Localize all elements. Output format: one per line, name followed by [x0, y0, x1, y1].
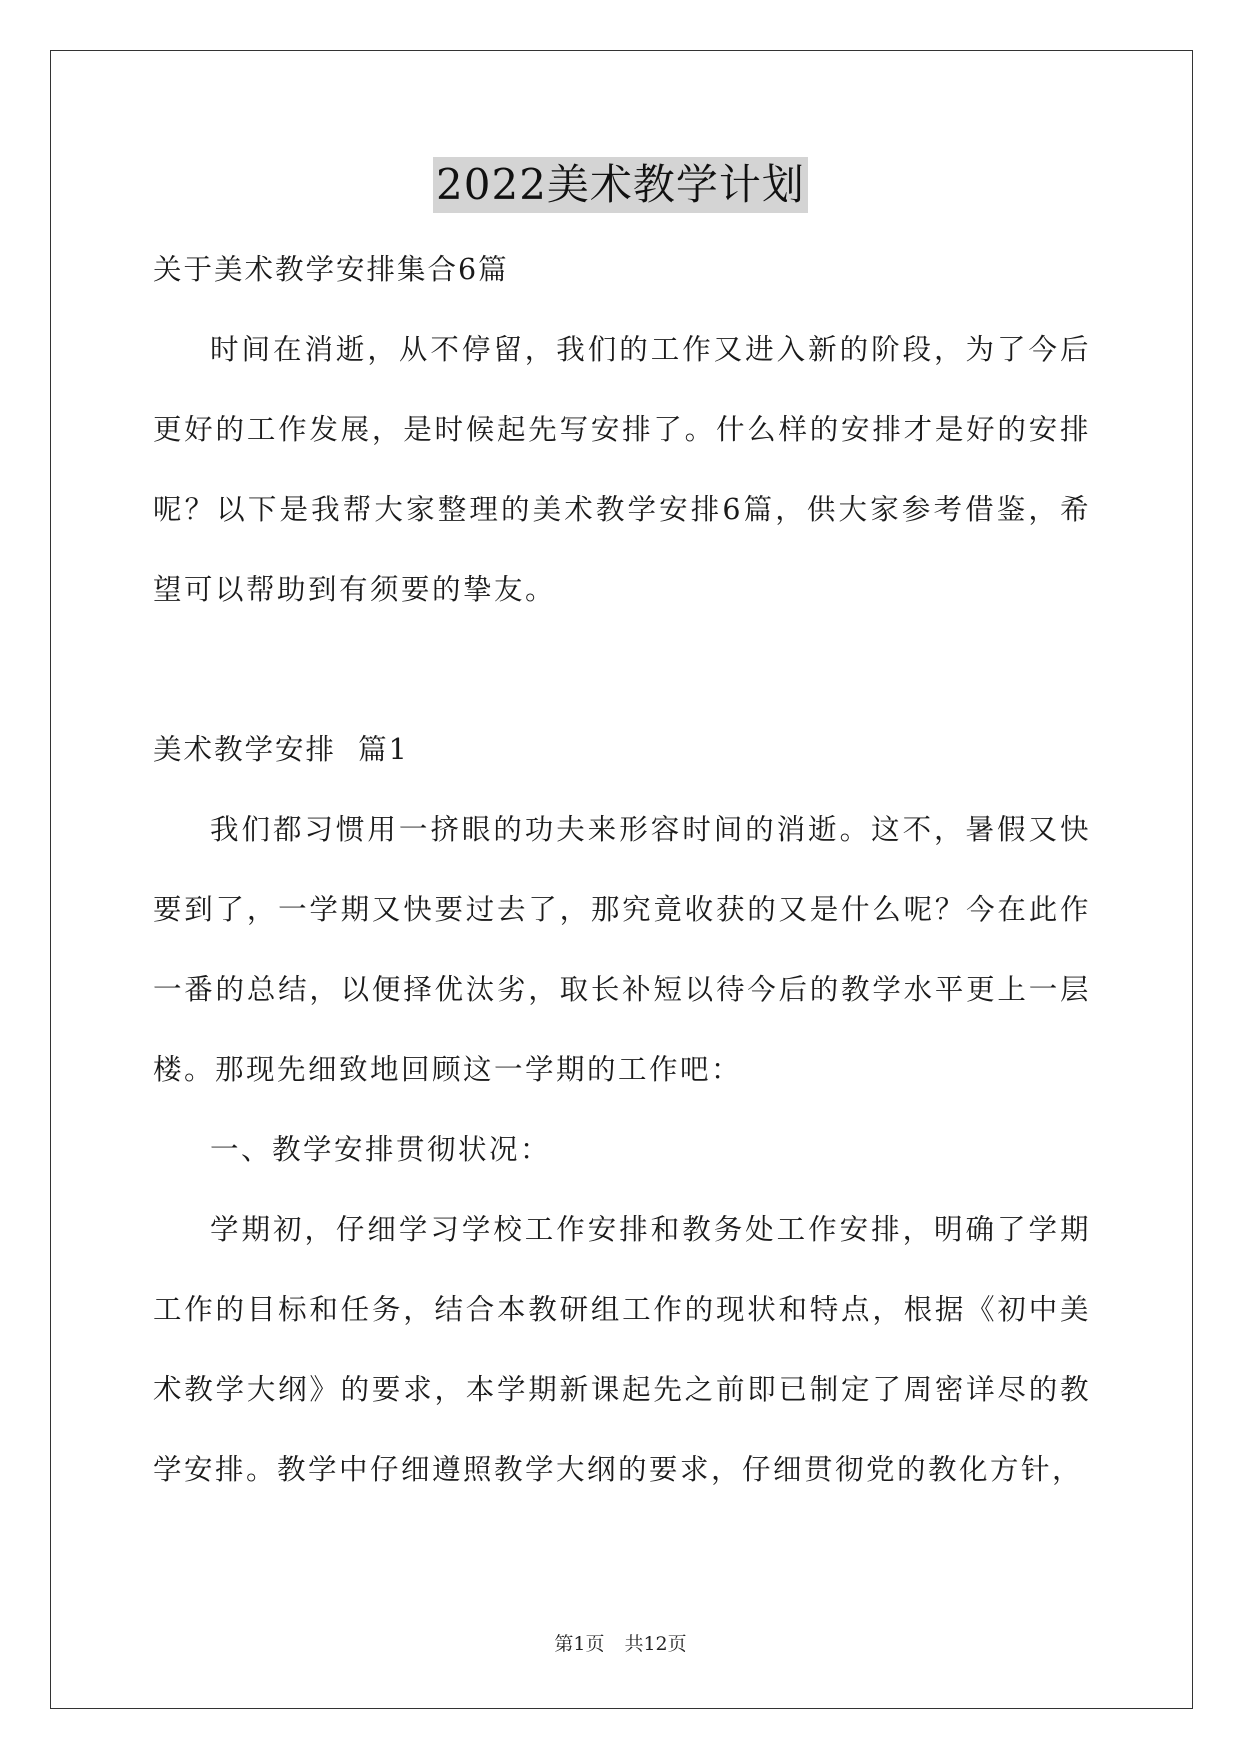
body-paragraph: 一、教学安排贯彻状况：: [210, 1133, 552, 1166]
section-gap: [153, 630, 1091, 710]
page-footer: [0, 1631, 1241, 1657]
document-subtitle: 关于美术教学安排集合6篇: [153, 253, 509, 286]
title-wrap: [0, 157, 1241, 213]
intro-paragraph: 时间在消逝，从不停留，我们的工作又进入新的阶段，为了今后更好的工作发展，是时候起先写安排了。什么样的安排才是好的安排呢？以下是我帮大家整理的美术教学安排6篇，供大家参考借鉴，希望可以帮助到有须要的挚友。: [153, 333, 1091, 606]
page-number-total: 共12页: [624, 1633, 687, 1655]
page-number-current: 第1页: [554, 1633, 605, 1655]
document-body: [153, 230, 1091, 1510]
body-paragraph: 我们都习惯用一挤眼的功夫来形容时间的消逝。这不，暑假又快要到了，一学期又快要过去了，那究竟收获的又是什么呢？今在此作一番的总结，以便择优汰劣，取长补短以待今后的教学水平更上一层楼。那现先细致地回顾这一学期的工作吧：: [153, 813, 1091, 1086]
body-paragraph: 学期初，仔细学习学校工作安排和教务处工作安排，明确了学期工作的目标和任务，结合本教研组工作的现状和特点，根据《初中美术教学大纲》的要求，本学期新课起先之前即已制定了周密详尽的教学安排。教学中仔细遵照教学大纲的要求，仔细贯彻党的教化方针，: [153, 1213, 1091, 1486]
section-heading: 美术教学安排 篇1: [153, 733, 409, 766]
document-title: 2022美术教学计划: [433, 157, 808, 213]
